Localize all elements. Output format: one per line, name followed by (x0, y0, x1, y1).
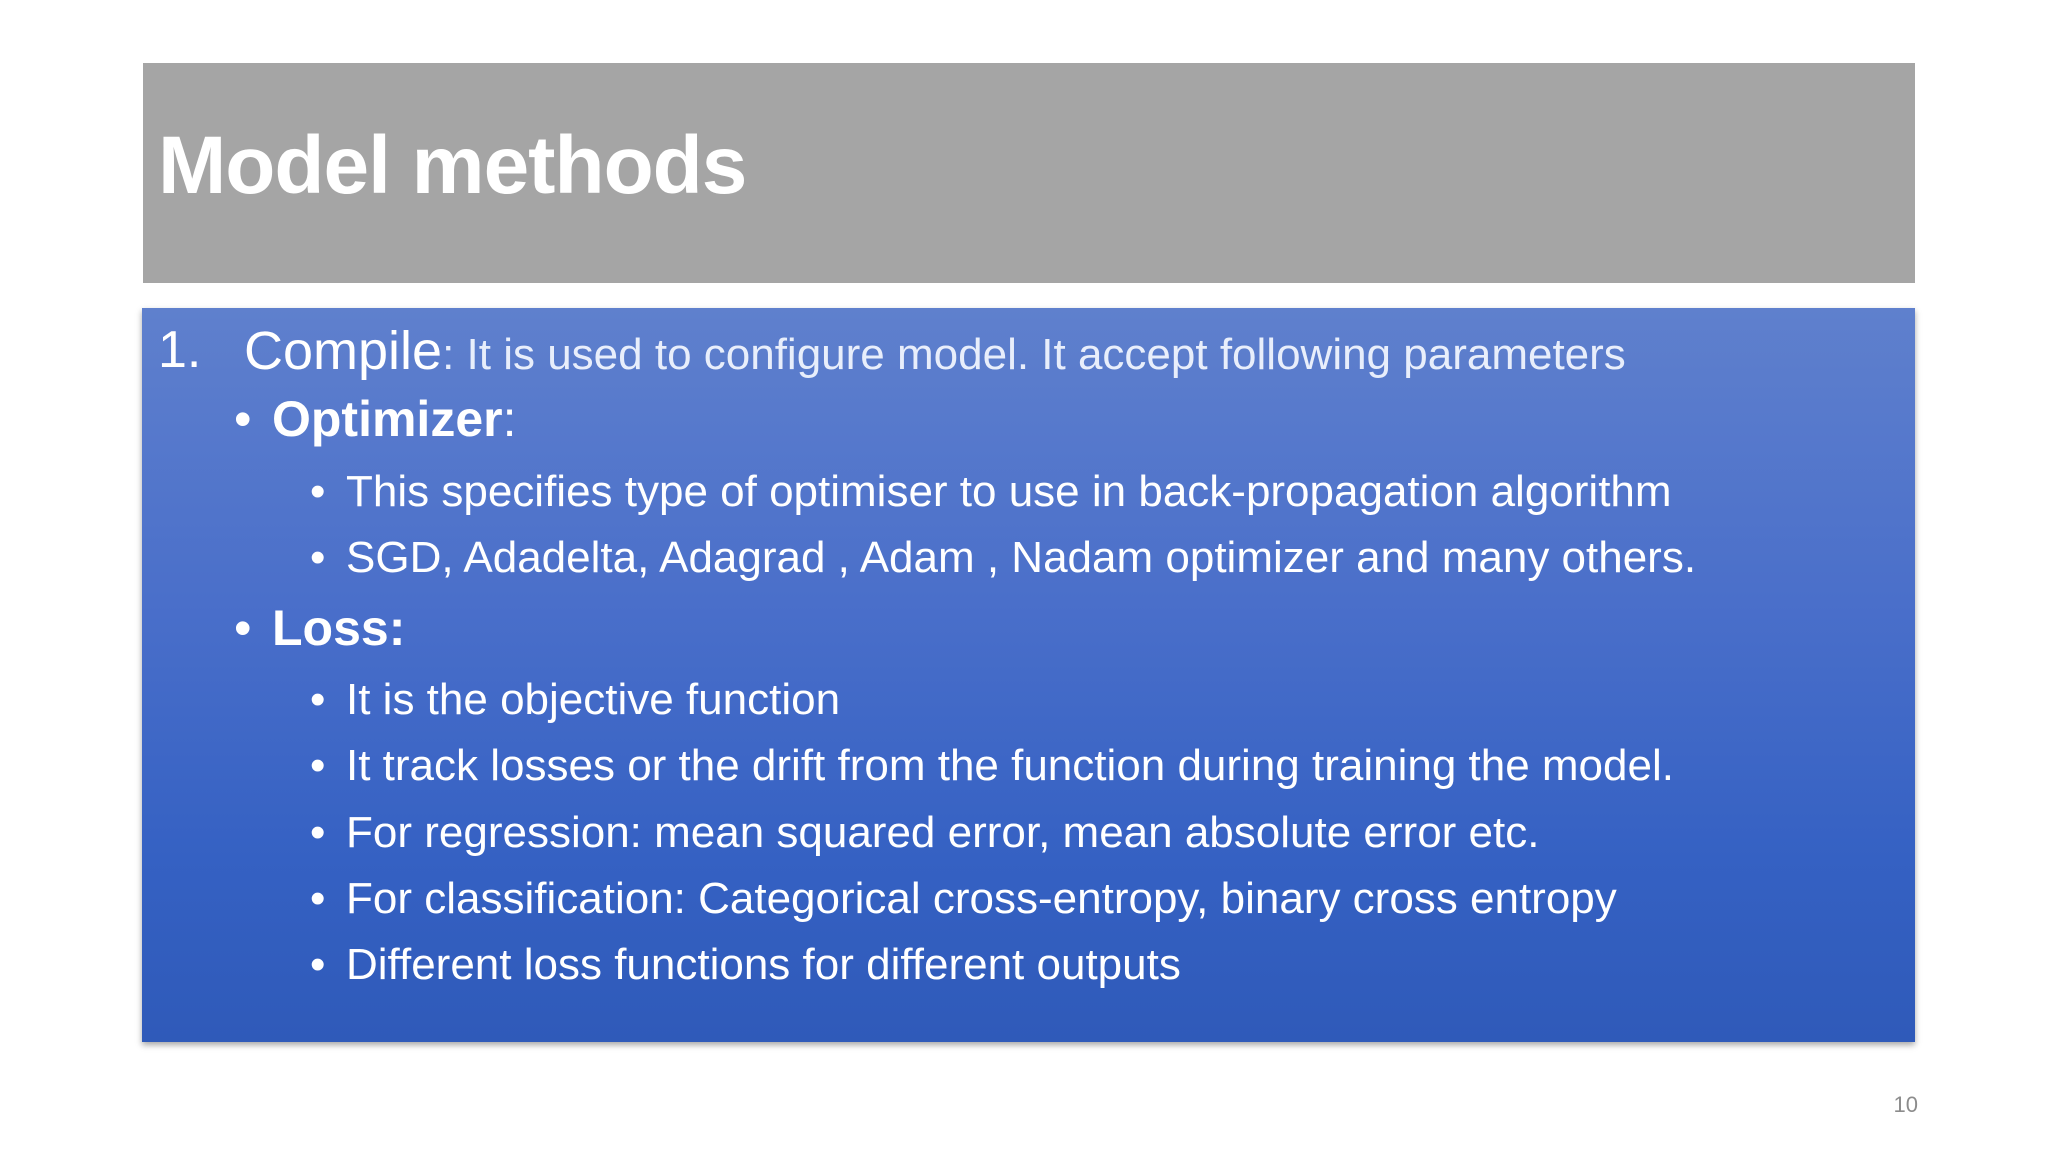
list-item (310, 874, 1617, 923)
bullet-icon: • (310, 467, 326, 516)
list-item (310, 675, 841, 724)
loss-point-4: For classification: Categorical cross-entropy, binary cross entropy (346, 874, 1617, 923)
content-body (142, 308, 1915, 1042)
optimizer-heading (234, 391, 517, 447)
loss-label: Loss: (272, 600, 406, 656)
loss-point-3: For regression: mean squared error, mean absolute error etc. (346, 808, 1540, 857)
compile-description: It is used to configure model. It accept following parameters (454, 330, 1626, 379)
content-box (142, 308, 1915, 1042)
item-number: 1. (158, 321, 202, 379)
title-bar (143, 63, 1915, 283)
compile-term: Compile (244, 321, 443, 381)
compile-line (244, 321, 1626, 381)
loss-heading (234, 600, 406, 656)
optimizer-point-1: This specifies type of optimiser to use in back-propagation algorithm (346, 467, 1672, 516)
bullet-icon: • (310, 874, 326, 923)
loss-point-5: Different loss functions for different outputs (346, 940, 1181, 989)
slide-title: Model methods (158, 120, 747, 211)
bullet-icon: • (310, 675, 326, 724)
list-item (310, 741, 1674, 790)
list-item (310, 940, 1181, 989)
loss-point-1: It is the objective function (346, 675, 841, 724)
page-number: 10 (1893, 1092, 1918, 1117)
list-item (310, 533, 1697, 582)
list-item (310, 808, 1540, 857)
bullet-icon: • (310, 808, 326, 857)
bullet-icon: • (310, 940, 326, 989)
bullet-icon: • (310, 741, 326, 790)
optimizer-point-2: SGD, Adadelta, Adagrad , Adam , Nadam optimizer and many others. (346, 533, 1697, 582)
optimizer-label: Optimizer (272, 391, 503, 447)
optimizer-colon: : (502, 391, 517, 447)
loss-point-2: It track losses or the drift from the function during training the model. (346, 741, 1674, 790)
list-item (310, 467, 1672, 516)
bullet-icon: • (234, 391, 252, 447)
bullet-icon: • (234, 600, 252, 656)
compile-separator: : (442, 330, 455, 379)
bullet-icon: • (310, 533, 326, 582)
